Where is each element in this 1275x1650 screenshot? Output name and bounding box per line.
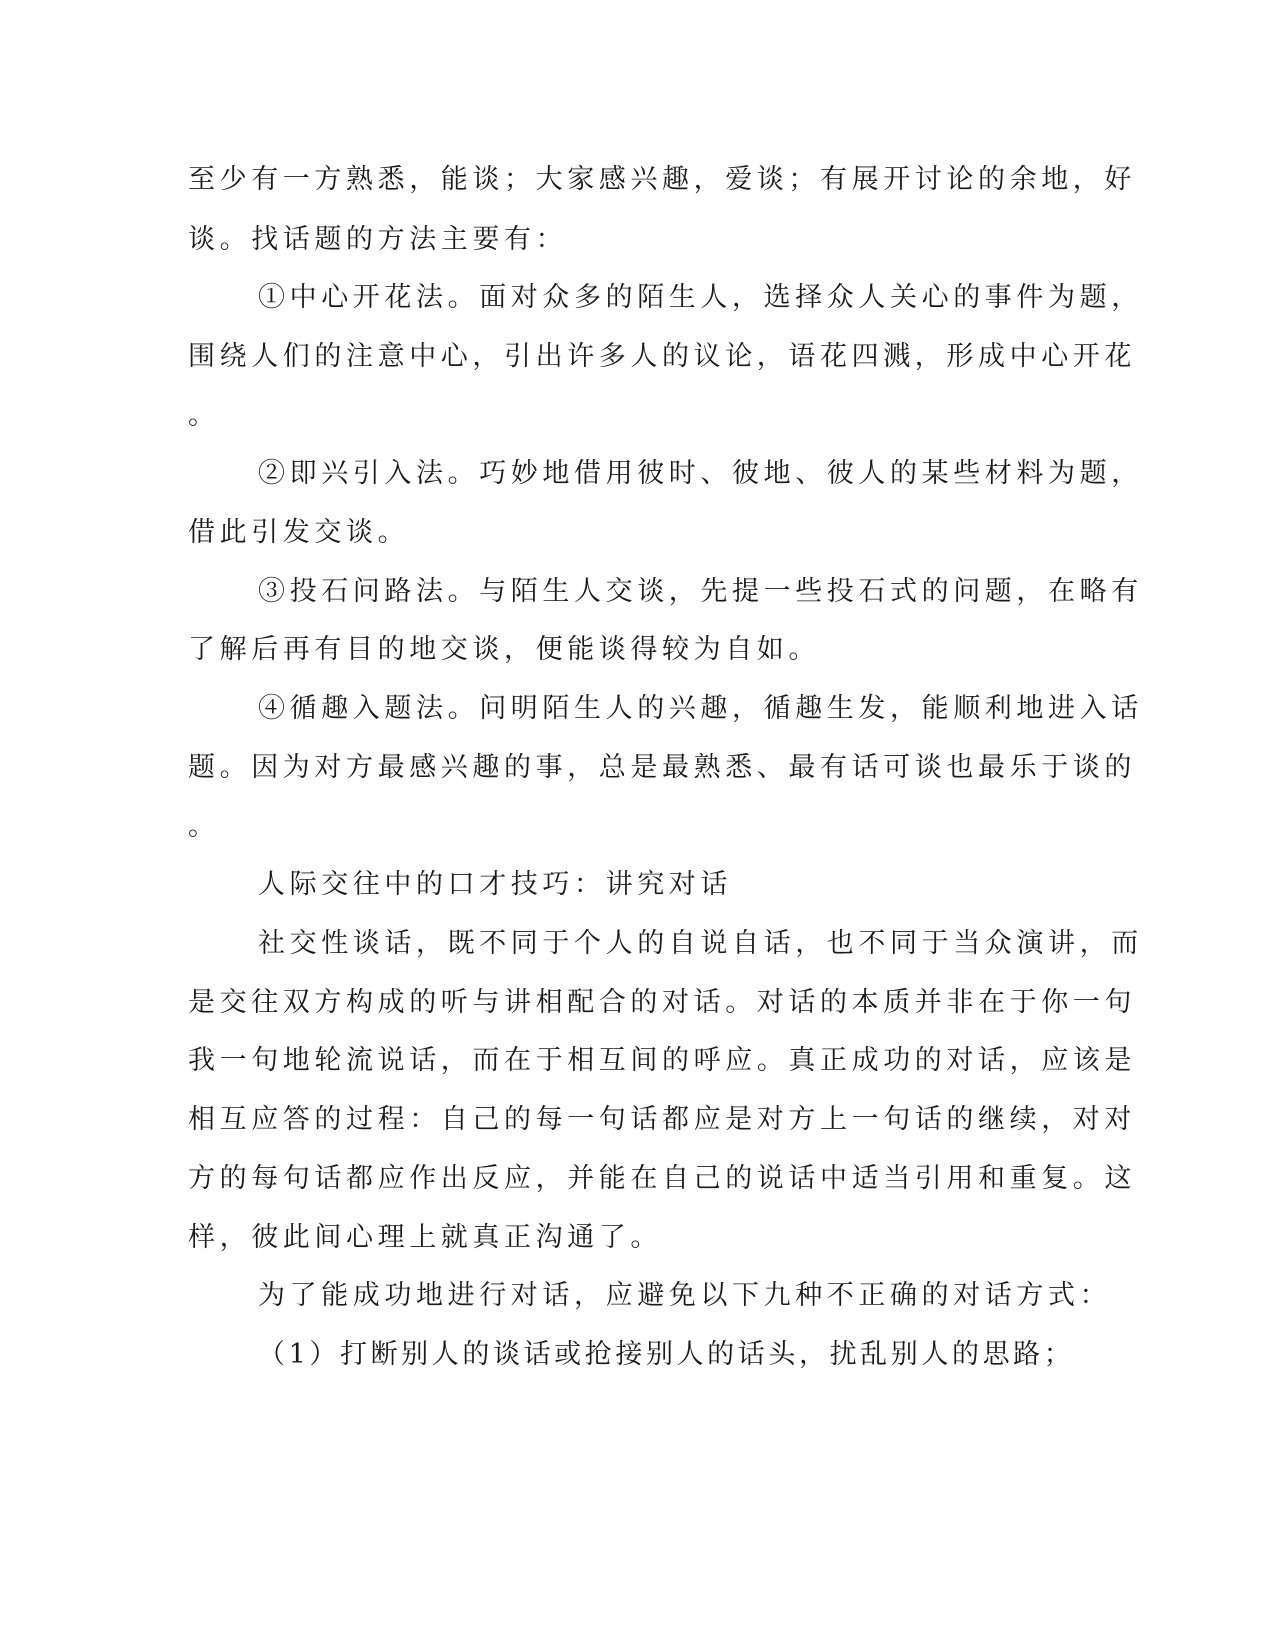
paragraph-line: 样，彼此间心理上就真正沟通了。	[188, 1222, 662, 1253]
paragraph-line: 社交性谈话，既不同于个人的自说自话，也不同于当众演讲，而	[258, 928, 1143, 959]
paragraph-line: 了解后再有目的地交谈，便能谈得较为自如。	[188, 634, 820, 665]
paragraph-line: 我一句地轮流说话，而在于相互间的呼应。真正成功的对话，应该是	[188, 1045, 1136, 1076]
paragraph-line: 相互应答的过程：自己的每一句话都应是对方上一句话的继续，对对	[188, 1104, 1136, 1135]
list-item-line: ②即兴引入法。巧妙地借用彼时、彼地、彼人的某些材料为题，	[258, 458, 1143, 489]
paragraph-line: 借此引发交谈。	[188, 517, 410, 548]
paragraph-line: 方的每句话都应作出反应，并能在自己的说话中适当引用和重复。这	[188, 1163, 1136, 1194]
paragraph-line: 题。因为对方最感兴趣的事，总是最熟悉、最有话可谈也最乐于谈的	[188, 752, 1136, 783]
list-item-line: ①中心开花法。面对众多的陌生人，选择众人关心的事件为题，	[258, 282, 1143, 313]
list-item-line: ④循趣入题法。问明陌生人的兴趣，循趣生发，能顺利地进入话	[258, 693, 1143, 724]
paragraph-line: 。	[188, 811, 220, 842]
list-item-line: （1）打断别人的谈话或抢接别人的话头，扰乱别人的思路；	[258, 1339, 1075, 1370]
paragraph-line: 。	[188, 400, 220, 431]
paragraph-line: 谈。找话题的方法主要有：	[188, 224, 568, 255]
paragraph-line: 为了能成功地进行对话，应避免以下九种不正确的对话方式：	[258, 1280, 1112, 1311]
section-heading: 人际交往中的口才技巧：讲究对话	[258, 869, 732, 900]
paragraph-line: 是交往双方构成的听与讲相配合的对话。对话的本质并非在于你一句	[188, 987, 1136, 1018]
list-item-line: ③投石问路法。与陌生人交谈，先提一些投石式的问题，在略有	[258, 576, 1143, 607]
paragraph-line: 至少有一方熟悉，能谈；大家感兴趣，爱谈；有展开讨论的余地，好	[188, 164, 1136, 195]
paragraph-line: 围绕人们的注意中心，引出许多人的议论，语花四溅，形成中心开花	[188, 341, 1136, 372]
